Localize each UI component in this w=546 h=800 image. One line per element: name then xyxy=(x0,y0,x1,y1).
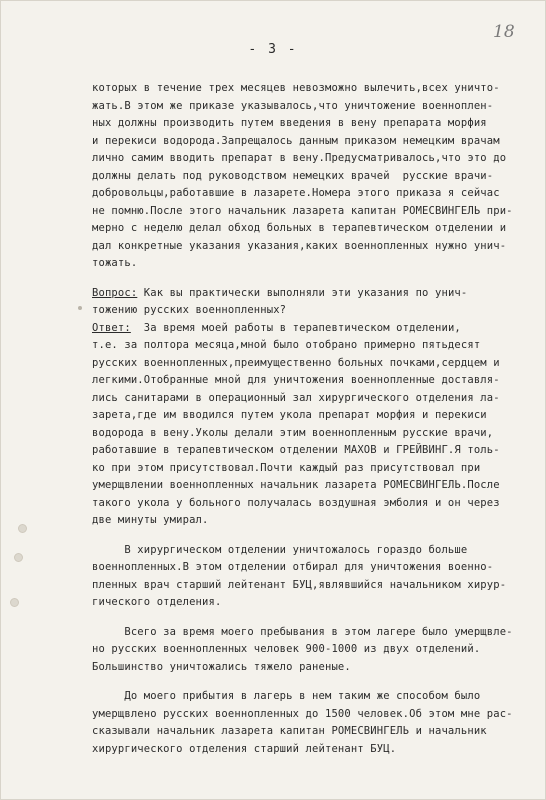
text-line: не помню.После этого начальник лазарета капитан РОМЕСВИНГЕЛЬ при- xyxy=(92,204,513,217)
question-block xyxy=(92,285,532,320)
text-line: такого укола у больного получалась воздушная эмболия и он через xyxy=(92,496,500,509)
text-line: но русских военнопленных человек 900-1000 из двух отделений. xyxy=(92,643,481,655)
text-line: которых в течение трех месяцев невозможно вылечить,всех уничто- xyxy=(92,82,500,94)
text-line: гического отделения. xyxy=(92,596,222,608)
text-line: До моего прибытия в лагерь в нем таким же способом было xyxy=(92,690,481,702)
punch-hole xyxy=(18,524,27,533)
text-line: жать.В этом же приказе указывалось,что уничтожение военноплен- xyxy=(92,99,494,112)
text-line: две минуты умирал. xyxy=(92,514,209,526)
text-line: В хирургическом отделении уничтожалось гораздо больше xyxy=(92,543,468,556)
paragraph-total xyxy=(92,624,532,677)
text-line: хирургического отделения старший лейтенант БУЦ. xyxy=(92,742,397,755)
punch-hole xyxy=(14,553,23,562)
text-line: сказывали начальник лазарета капитан РОМЕСВИНГЕЛЬ и начальник xyxy=(92,725,487,737)
text-line: и перекиси водорода.Запрещалось данным приказом немецким врачам xyxy=(92,134,500,147)
text-line: т.е. за полтора месяца,мной было отобрано примерно пятьдесят xyxy=(92,339,481,351)
answer-block xyxy=(92,320,532,530)
text-line: пленных врач старший лейтенант БУЦ,являвшийся начальником хирур- xyxy=(92,578,507,591)
text-line: зарета,где им вводился путем укола препарат морфия и перекиси xyxy=(92,409,487,421)
text-line: ко при этом присутствовал.Почти каждый раз присутствовал при xyxy=(92,461,481,474)
text-line: умерщвлении военнопленных начальник лазарета РОМЕСВИНГЕЛЬ.После xyxy=(92,479,500,491)
text-line: дал конкретные указания указания,каких военнопленных нужно унич- xyxy=(92,239,507,252)
text-line: легкими.Отобранные мной для уничтожения военнопленные доставля- xyxy=(92,374,500,386)
text-line: лись санитарами в операционный зал хирургического отделения ла- xyxy=(92,391,500,404)
text-line: должны делать под руководством немецких врачей русские врачи- xyxy=(92,169,494,182)
question-label: Вопрос: xyxy=(92,286,138,299)
text-line: добровольцы,работавшие в лазарете.Номера этого приказа я сейчас xyxy=(92,187,500,199)
answer-label: Ответ: xyxy=(92,321,131,334)
margin-dot xyxy=(78,306,82,310)
document-body xyxy=(92,80,532,758)
paragraph-before-arrival xyxy=(92,688,532,758)
text-line: тожать. xyxy=(92,257,138,269)
text-line: лично самим вводить препарат в вену.Предусматривалось,что это до xyxy=(92,152,507,164)
paragraph-surgical xyxy=(92,542,532,612)
text-line: Большинство уничтожались тяжело раненые. xyxy=(92,660,351,673)
question-text: тожению русских военнопленных? xyxy=(92,304,287,316)
paragraph-order-context xyxy=(92,80,532,273)
answer-text: За время моей работы в терапевтическом отделении, xyxy=(130,321,461,334)
text-line: ных должны производить путем введения в вену препарата морфия xyxy=(92,117,487,129)
page-number: - 3 - xyxy=(248,42,298,57)
handwritten-annotation: 18 xyxy=(493,22,515,42)
text-line: мерно с неделю делал обход больных в терапевтическом отделении и xyxy=(92,222,507,234)
question-text: Как вы практически выполняли эти указания по унич- xyxy=(137,286,468,299)
text-line: военнопленных.В этом отделении отбирал для уничтожения военно- xyxy=(92,561,494,573)
text-line: Всего за время моего пребывания в этом лагере было умерщвле- xyxy=(92,625,513,638)
punch-hole xyxy=(10,598,19,607)
text-line: водорода в вену.Уколы делали этим военнопленным русские врачи, xyxy=(92,426,494,439)
text-line: умерщвлено русских военнопленных до 1500 человек.Об этом мне рас- xyxy=(92,707,513,720)
text-line: работавшие в терапевтическом отделении МАХОВ и ГРЕЙВИНГ.Я толь- xyxy=(92,444,500,456)
text-line: русских военнопленных,преимущественно больных почками,сердцем и xyxy=(92,356,500,369)
